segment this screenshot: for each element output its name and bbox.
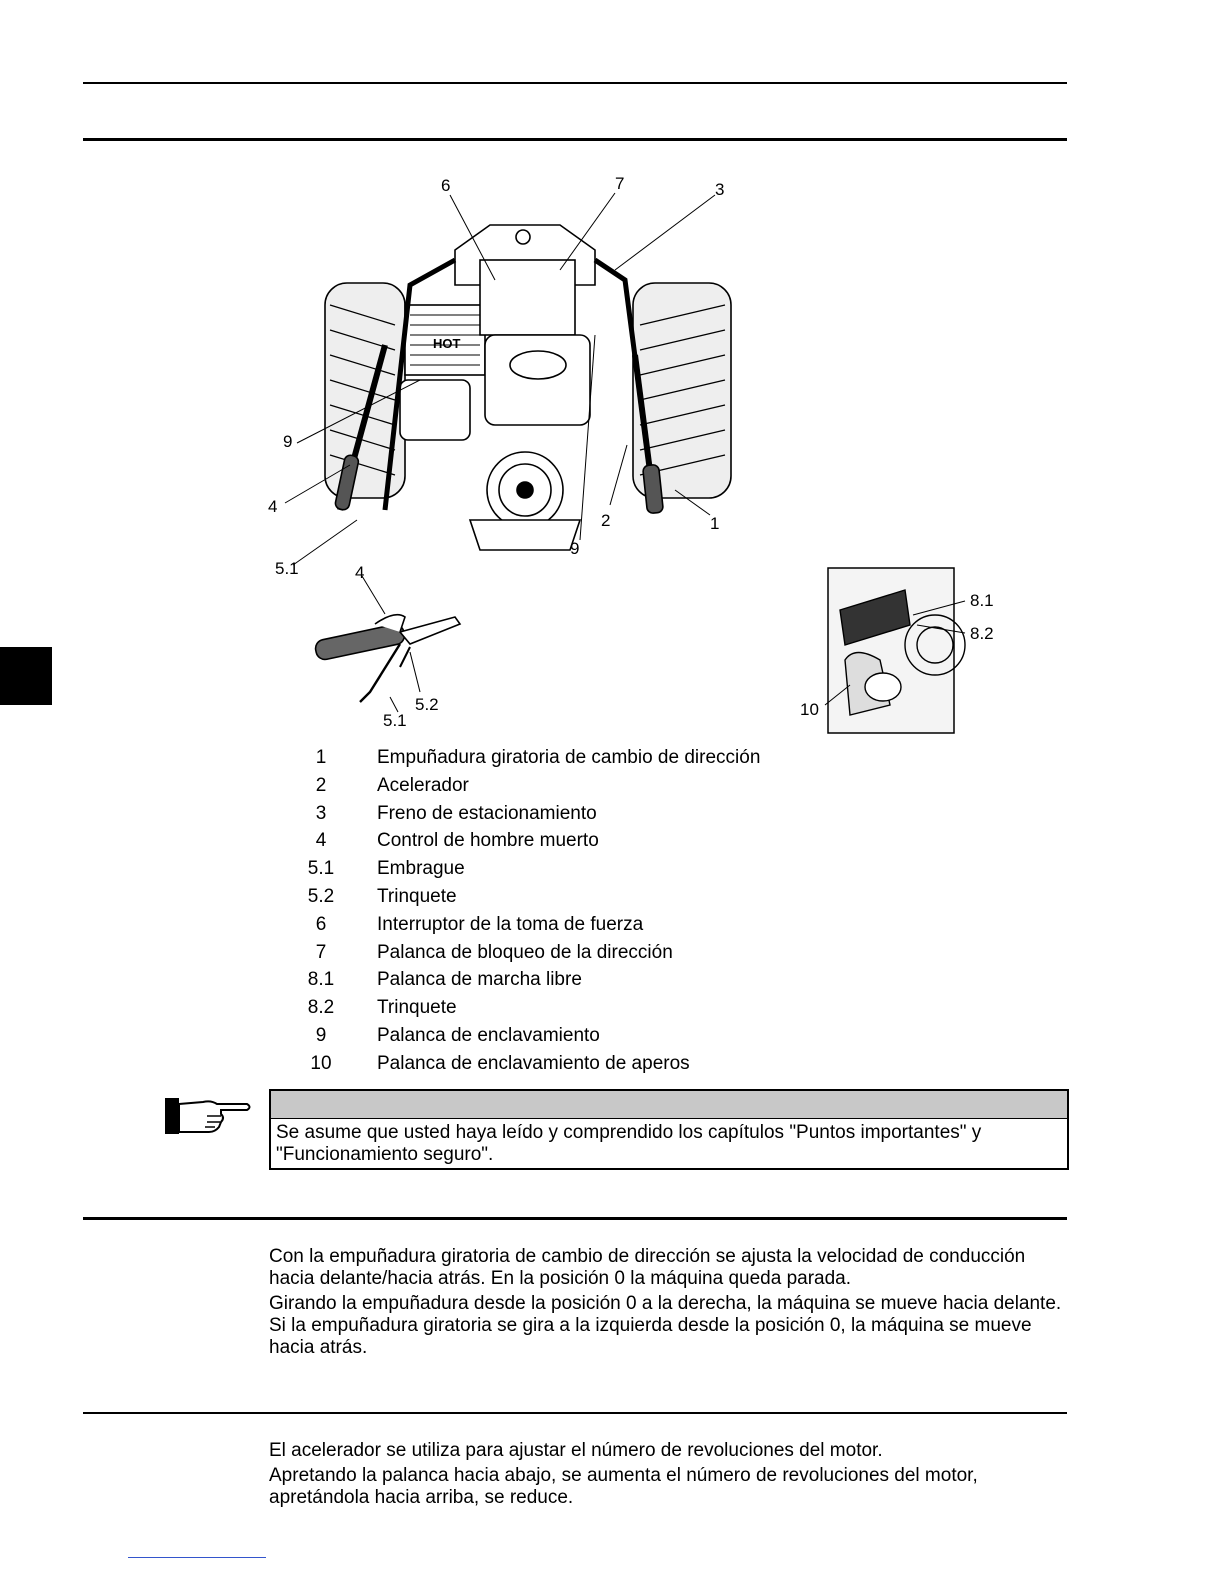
legend-num: 5.1 [307, 858, 335, 880]
footer-link-underline [128, 1557, 266, 1558]
header-rule-top [83, 82, 1067, 84]
legend-text: Control de hombre muerto [377, 830, 599, 852]
legend-num: 3 [315, 802, 327, 824]
note-header-bar [271, 1091, 1067, 1119]
legend-num: 10 [310, 1052, 332, 1074]
legend-text: Interruptor de la toma de fuerza [377, 913, 644, 935]
callout-handle-4: 4 [355, 563, 365, 582]
legend-num: 6 [315, 913, 327, 935]
callout-8-2: 8.2 [970, 624, 994, 643]
legend-text: Embrague [377, 858, 465, 880]
callout-2: 2 [601, 511, 611, 530]
section-rule-direction [83, 1217, 1067, 1220]
legend-text: Palanca de bloqueo de la dirección [377, 941, 673, 963]
callout-5-1: 5.1 [275, 559, 299, 578]
callout-8-1: 8.1 [970, 591, 994, 610]
legend-text: Acelerador [377, 774, 469, 796]
legend-num: 8.2 [307, 997, 335, 1019]
legend-text: Trinquete [377, 885, 457, 907]
legend-text: Empuñadura giratoria de cambio de dirección [377, 747, 761, 768]
legend-num: 5.2 [307, 885, 335, 907]
throttle-section-text [269, 1440, 1069, 1509]
machine-drawing [255, 165, 775, 585]
callout-9-right: 9 [570, 539, 580, 558]
direction-paragraph-1: Con la empuñadura giratoria de cambio de dirección se ajusta la velocidad de conducción hacia delante/hacia atrás. En la posición 0 la máquina queda parada. [269, 1246, 1026, 1289]
pointing-hand-icon [163, 1094, 253, 1143]
legend-num: 9 [315, 1024, 327, 1046]
callout-10: 10 [800, 700, 819, 719]
legend-num: 2 [315, 774, 327, 796]
callout-1: 1 [710, 514, 720, 533]
callout-3: 3 [715, 180, 725, 199]
legend-text: Trinquete [377, 997, 457, 1019]
direction-section-text [269, 1246, 1069, 1359]
callout-9-left: 9 [283, 432, 293, 451]
note-text: Se asume que usted haya leído y comprendido los capítulos "Puntos importantes" y "Funcionamiento seguro". [276, 1122, 982, 1165]
legend-text: Freno de estacionamiento [377, 802, 597, 824]
callout-4: 4 [268, 497, 278, 516]
note-box [269, 1089, 1069, 1170]
callout-6: 6 [441, 176, 451, 195]
callout-7: 7 [615, 174, 625, 193]
machine-overview-figure [255, 165, 775, 585]
freewheel-detail-figure [795, 565, 1005, 737]
handle-drawing [300, 562, 480, 732]
legend-num: 8.1 [307, 969, 335, 991]
hot-label: HOT [433, 336, 461, 351]
legend-text: Palanca de enclavamiento [377, 1024, 600, 1046]
handle-detail-figure [300, 562, 480, 732]
legend-num: 1 [315, 747, 327, 768]
legend-text: Palanca de marcha libre [377, 969, 582, 991]
section-rule-throttle [83, 1412, 1067, 1414]
callout-handle-5-1: 5.1 [383, 711, 407, 730]
header-rule-bottom [83, 138, 1067, 141]
throttle-paragraph-1: El acelerador se utiliza para ajustar el número de revoluciones del motor. [269, 1440, 883, 1461]
legend-num: 4 [315, 830, 327, 852]
direction-paragraph-2: Girando la empuñadura desde la posición 0 a la derecha, la máquina se mueve hacia delante. Si la empuñadura giratoria se gira a la izquierda desde la posición 0, la máquina se mueve hacia atrás. [269, 1293, 1062, 1358]
chapter-tab-marker [0, 647, 52, 705]
legend-text: Palanca de enclavamiento de aperos [377, 1052, 690, 1074]
throttle-paragraph-2: Apretando la palanca hacia abajo, se aumenta el número de revoluciones del motor, apretándola hacia arriba, se reduce. [269, 1465, 978, 1508]
callout-handle-5-2: 5.2 [415, 695, 439, 714]
legend-num: 7 [315, 941, 327, 963]
